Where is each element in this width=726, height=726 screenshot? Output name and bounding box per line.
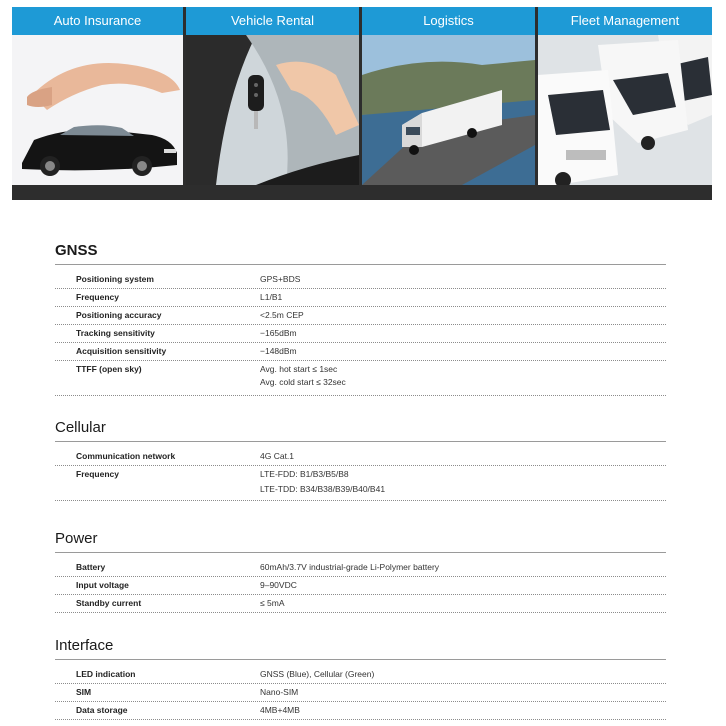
- application-banner: [12, 7, 712, 200]
- spec-value: ≤ 5mA: [260, 598, 285, 608]
- spec-key: Frequency: [76, 469, 119, 479]
- spec-row: [55, 271, 666, 289]
- spec-row: [55, 577, 666, 595]
- spec-key: Positioning accuracy: [76, 310, 162, 320]
- section-gnss: [55, 240, 666, 396]
- spec-row: [55, 361, 666, 396]
- spec-key: SIM: [76, 687, 92, 697]
- spec-row: [55, 343, 666, 361]
- auto-insurance-photo: [12, 35, 183, 185]
- spec-value: 4G Cat.1: [260, 451, 295, 461]
- spec-key: LED indication: [76, 669, 136, 679]
- spec-value: 9–90VDC: [260, 580, 297, 590]
- section-title: GNSS: [55, 240, 666, 265]
- section-title: Power: [55, 528, 666, 553]
- section-interface: [55, 635, 666, 720]
- tile-fleet-management[interactable]: [538, 7, 712, 185]
- tile-label: Logistics: [362, 7, 535, 35]
- tile-label: Fleet Management: [538, 7, 712, 35]
- logistics-photo: [362, 35, 535, 185]
- spec-row: [55, 325, 666, 343]
- spec-row: [55, 448, 666, 466]
- spec-value: GPS+BDS: [260, 274, 301, 284]
- spec-row: [55, 595, 666, 613]
- spec-value: LTE-TDD: B34/B38/B39/B40/B41: [260, 484, 386, 494]
- spec-key: Tracking sensitivity: [76, 328, 155, 338]
- spec-value: −148dBm: [260, 346, 297, 356]
- spec-value: GNSS (Blue), Cellular (Green): [260, 669, 375, 679]
- spec-key: Acquisition sensitivity: [76, 346, 167, 356]
- spec-row: [55, 307, 666, 325]
- spec-row: [55, 684, 666, 702]
- spec-row: [55, 702, 666, 720]
- tile-auto-insurance[interactable]: [12, 7, 183, 185]
- section-cellular: [55, 417, 666, 501]
- spec-value: 4MB+4MB: [260, 705, 300, 715]
- section-power: [55, 528, 666, 613]
- spec-row: [55, 289, 666, 307]
- spec-row: [55, 666, 666, 684]
- spec-key: Frequency: [76, 292, 119, 302]
- spec-value: Avg. hot start ≤ 1sec: [260, 364, 338, 374]
- spec-key: TTFF (open sky): [76, 364, 142, 374]
- banner-bottom-band: [12, 185, 712, 200]
- fleet-management-photo: [538, 35, 712, 185]
- spec-row: [55, 466, 666, 501]
- spec-value: <2.5m CEP: [260, 310, 304, 320]
- spec-key: Data storage: [76, 705, 128, 715]
- section-title: Interface: [55, 635, 666, 660]
- tile-label: Vehicle Rental: [186, 7, 359, 35]
- spec-value: L1/B1: [260, 292, 283, 302]
- tile-vehicle-rental[interactable]: [186, 7, 359, 185]
- spec-key: Communication network: [76, 451, 176, 461]
- spec-key: Standby current: [76, 598, 142, 608]
- spec-row: [55, 559, 666, 577]
- spec-value: LTE-FDD: B1/B3/B5/B8: [260, 469, 349, 479]
- spec-value: −165dBm: [260, 328, 297, 338]
- spec-value: Avg. cold start ≤ 32sec: [260, 377, 346, 387]
- section-title: Cellular: [55, 417, 666, 442]
- tile-logistics[interactable]: [362, 7, 535, 185]
- spec-key: Battery: [76, 562, 106, 572]
- spec-value: Nano-SIM: [260, 687, 299, 697]
- vehicle-rental-photo: [186, 35, 359, 185]
- tile-label: Auto Insurance: [12, 7, 183, 35]
- spec-key: Input voltage: [76, 580, 129, 590]
- spec-value: 60mAh/3.7V industrial-grade Li-Polymer battery: [260, 562, 440, 572]
- spec-key: Positioning system: [76, 274, 154, 284]
